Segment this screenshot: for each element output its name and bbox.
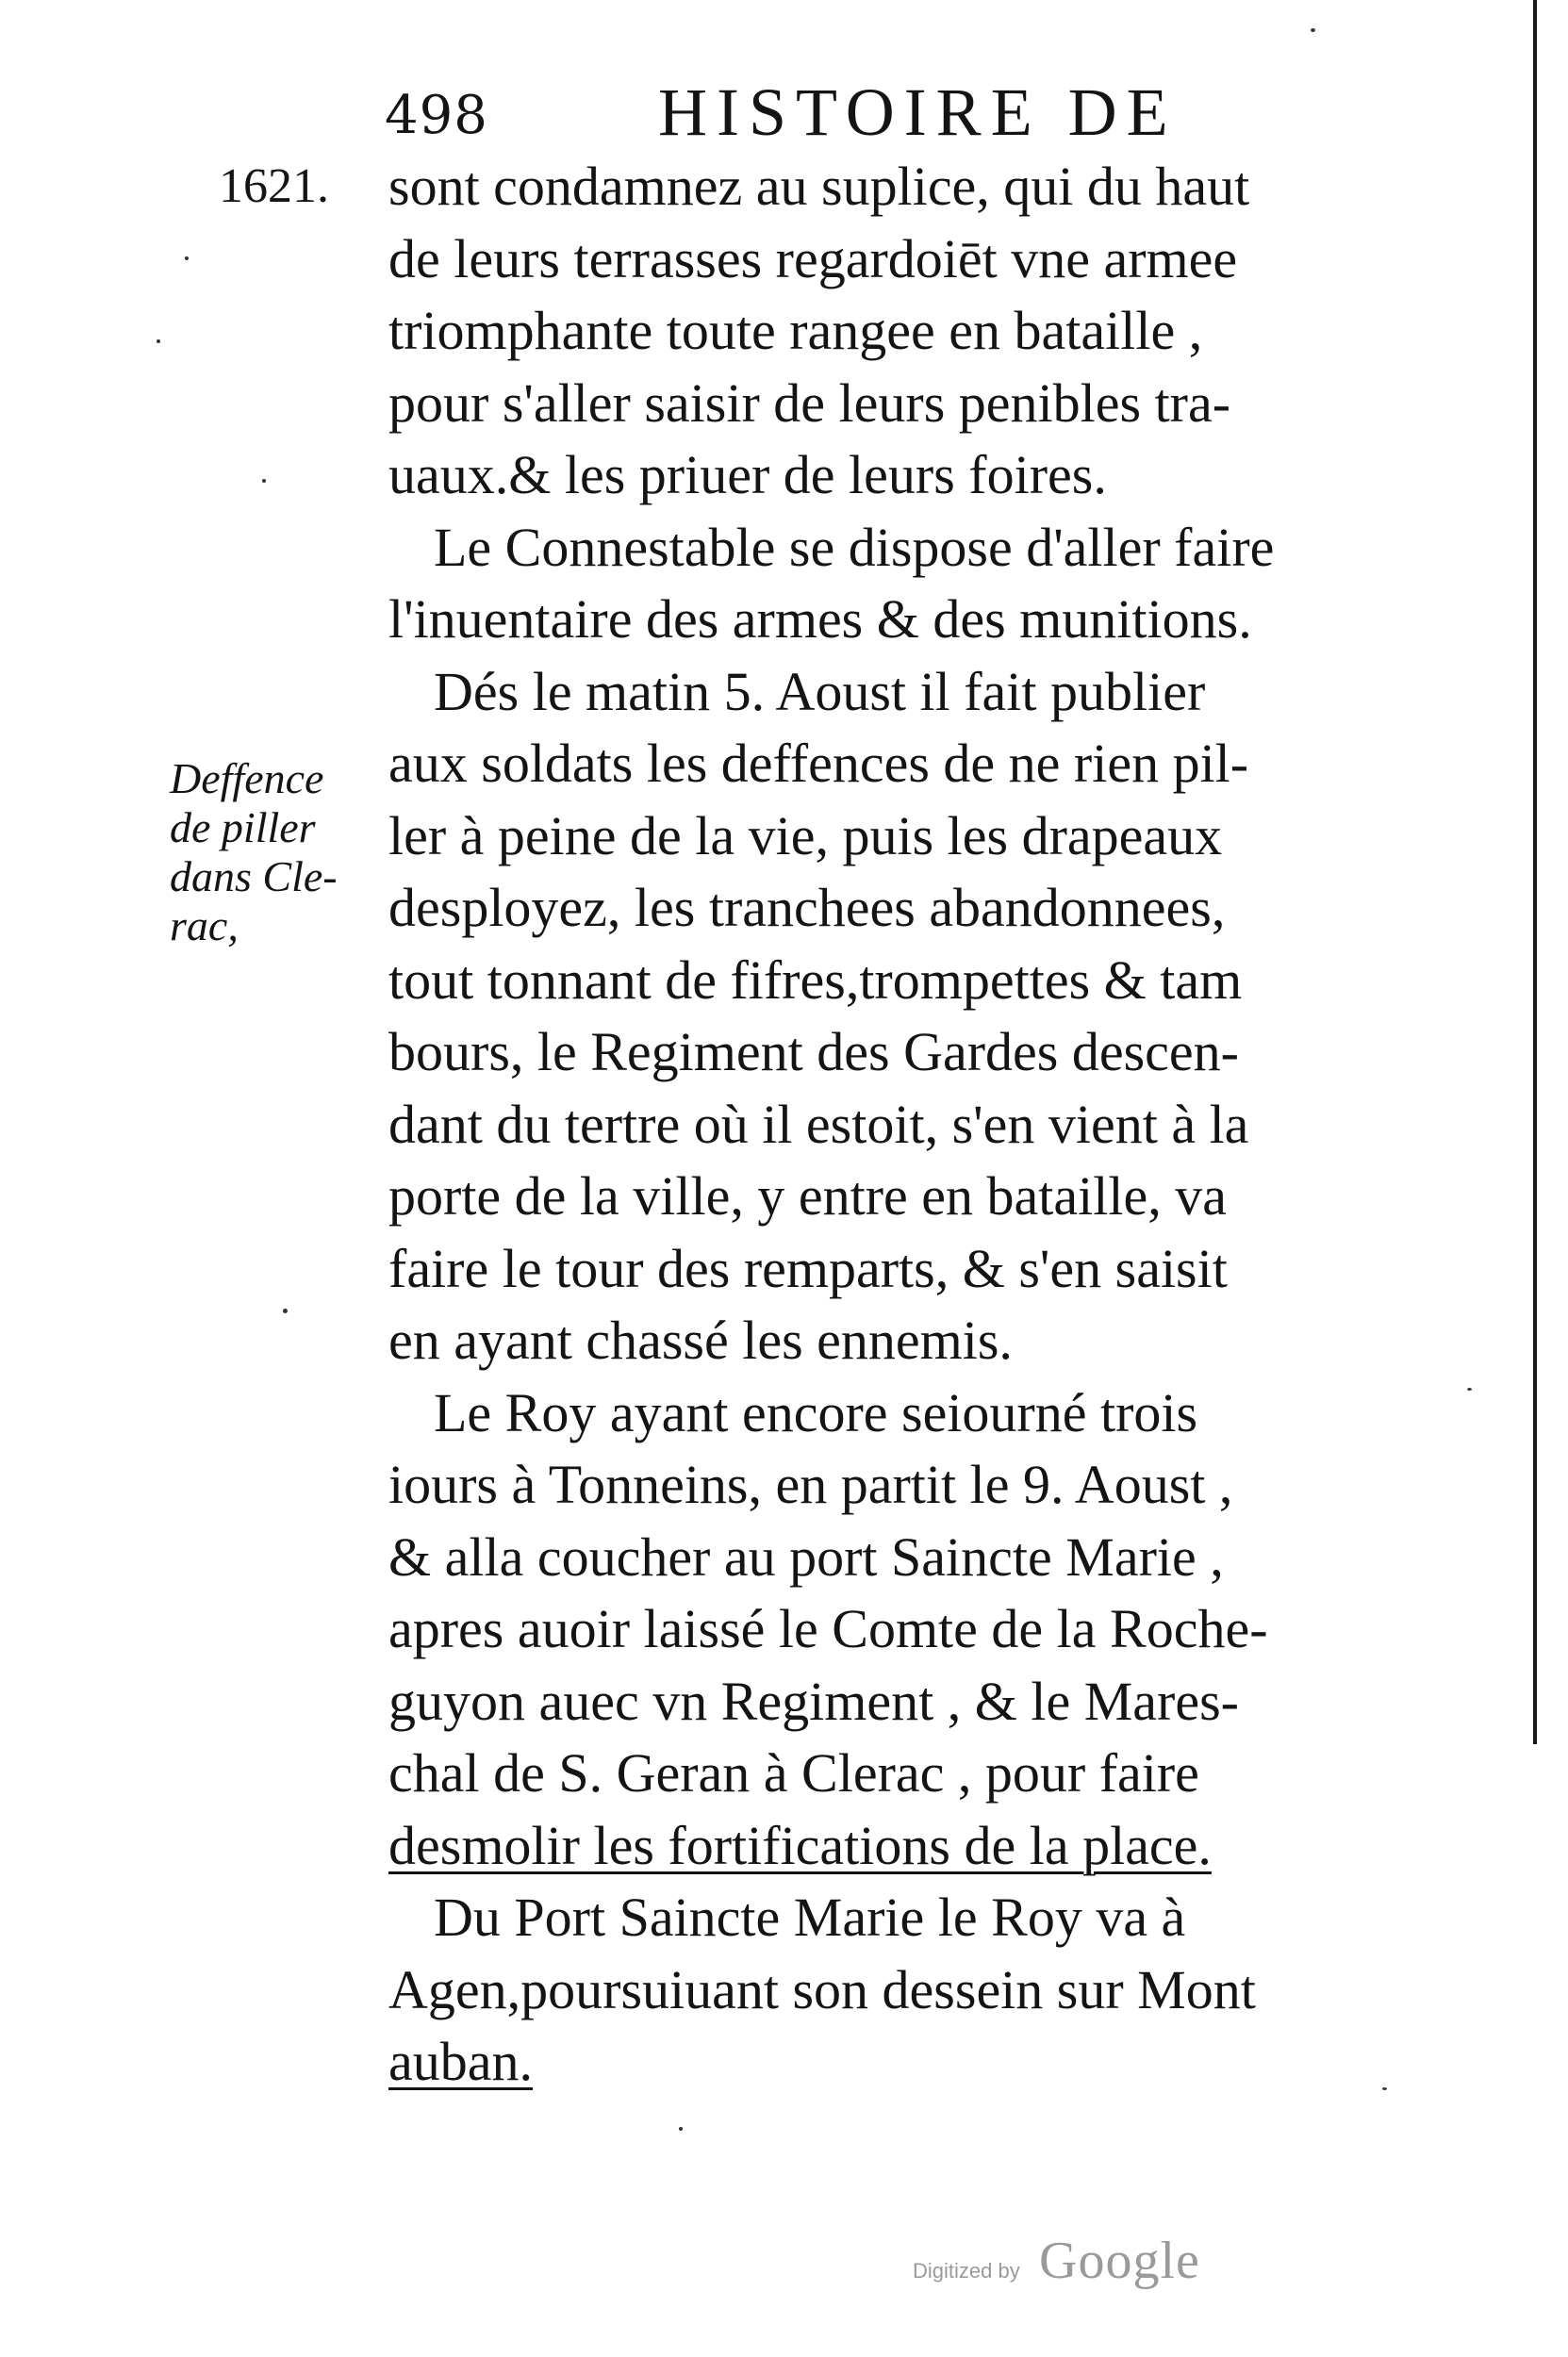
sidenote-line: Deffence: [170, 754, 324, 802]
text-line: uaux.& les priuer de leurs foires.: [388, 444, 1107, 505]
text-line: faire le tour des remparts, & s'en saisit: [388, 1237, 1228, 1299]
digitized-watermark: [913, 2225, 1290, 2291]
page-header: [385, 66, 1233, 151]
text-line: tout tonnant de fifres,trompettes & tam: [388, 948, 1243, 1011]
text-line: chal de S. Geran à Clerac , pour faire: [388, 1742, 1199, 1804]
scan-speck: [1311, 28, 1315, 32]
text-line: ler à peine de la vie, puis les drapeaux: [388, 804, 1223, 866]
scan-speck: [283, 1309, 288, 1313]
text-line: aux soldats les deffences de ne rien pil-: [388, 733, 1249, 794]
scan-speck: [185, 256, 189, 260]
text-line: en ayant chassé les ennemis.: [388, 1310, 1013, 1371]
text-line: & alla coucher au port Saincte Marie ,: [388, 1525, 1224, 1588]
sidenote-line: dans Cle-: [170, 852, 338, 900]
body-text: [388, 151, 1463, 2099]
text-line: de leurs terrasses regardoiēt vne armee: [388, 227, 1238, 289]
text-line: l'inuentaire des armes & des munitions.: [388, 588, 1252, 650]
google-logo: Google: [1039, 2232, 1200, 2290]
running-title: HISTOIRE DE: [658, 74, 1178, 150]
text-line: triomphante toute rangee en bataille ,: [388, 300, 1203, 361]
text-line-underlined: auban.: [388, 2031, 533, 2092]
page-edge-shadow: [1533, 0, 1537, 1744]
watermark-prefix: Digitized by: [913, 2259, 1020, 2283]
text-line: iours à Tonneins, en partit le 9. Aoust ,: [388, 1454, 1233, 1515]
scan-speck: [262, 479, 266, 483]
text-line: sont condamnez au suplice, qui du haut: [388, 156, 1250, 217]
text-line: bours, le Regiment des Gardes descen-: [388, 1021, 1239, 1082]
text-line: pour s'aller saisir de leurs penibles tra-: [388, 371, 1231, 434]
margin-year: 1621.: [219, 159, 329, 213]
sidenote-line: de piller: [170, 803, 316, 851]
text-line: Agen,poursuiuant son dessein sur Mont: [388, 1958, 1256, 2020]
text-line: guyon auec vn Regiment , & le Mares-: [388, 1670, 1239, 1732]
sidenote-line: rac,: [170, 901, 239, 949]
text-line: Le Roy ayant encore seiourné trois: [434, 1381, 1198, 1443]
page-number: 498: [385, 85, 488, 146]
text-line: apres auoir laissé le Comte de la Roche-: [388, 1598, 1268, 1659]
margin-sidenote: [170, 754, 368, 950]
scan-speck: [157, 339, 160, 343]
text-line: Du Port Saincte Marie le Roy va à: [434, 1887, 1186, 1948]
text-line: dant du tertre où il estoit, s'en vient à la: [388, 1093, 1249, 1155]
scan-speck: [1467, 1388, 1472, 1391]
text-line: porte de la ville, y entre en bataille, va: [388, 1165, 1227, 1227]
text-line: desployez, les tranchees abandonnees,: [388, 877, 1226, 938]
scan-speck: [1382, 2087, 1387, 2090]
text-line: Le Connestable se dispose d'aller faire: [434, 516, 1275, 578]
text-line-underlined: desmolir les fortifications de la place.: [388, 1814, 1212, 1876]
scan-speck: [679, 2127, 683, 2131]
text-line: Dés le matin 5. Aoust il fait publier: [434, 660, 1206, 722]
